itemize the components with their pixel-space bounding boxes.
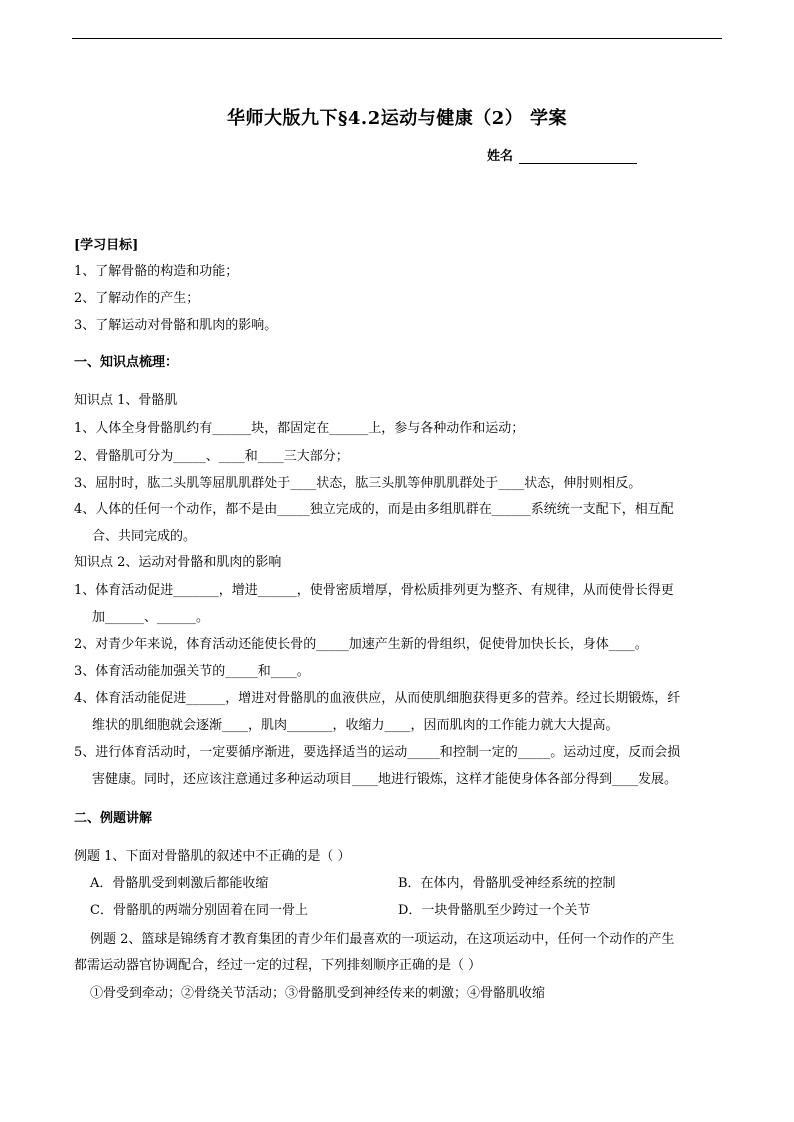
kp1-item: 1、人体全身骨骼肌约有______块，都固定在______上，参与各种动作和运动； — [74, 421, 525, 436]
example1-question: 例题 1、下面对骨骼肌的叙述中不正确的是（ ） — [74, 849, 351, 864]
kp1-item: 2、骨骼肌可分为_____、____和____三大部分； — [74, 449, 349, 464]
kp2-item-cont: 维状的肌细胞就会逐渐____，肌肉_______，收缩力____，因而肌肉的工作能力就大大提高。 — [92, 718, 619, 733]
example1-option-b: B．在体内，骨骼肌受神经系统的控制 — [398, 876, 616, 891]
section2-heading: 二、例题讲解 — [74, 811, 153, 826]
name-blank-line — [519, 149, 637, 164]
example1-option-c: C．骨骼肌的两端分别固着在同一骨上 — [90, 903, 308, 918]
example2-question-line2: 都需运动器官协调配合，经过一定的过程，下列排刻顺序正确的是（ ） — [74, 958, 482, 973]
goal-item: 2、了解动作的产生； — [74, 291, 200, 306]
kp1-item: 3、屈肘时，肱二头肌等屈肌肌群处于____状态，肱三头肌等伸肌肌群处于____状态，伸肘则相反。 — [74, 476, 642, 491]
kp2-title: 知识点 2、运动对骨骼和肌肉的影响 — [74, 555, 282, 570]
kp2-item-cont: 加______、______。 — [92, 610, 210, 625]
example2-items: ①骨受到牵动；②骨绕关节活动；③骨骼肌受到神经传来的刺激；④骨骼肌收缩 — [90, 986, 546, 1001]
goals-heading: [学习目标] — [74, 238, 139, 253]
example1-option-d: D．一块骨骼肌至少跨过一个关节 — [398, 903, 591, 918]
goal-item: 1、了解骨骼的构造和功能； — [74, 264, 239, 279]
goal-item: 3、了解运动对骨骼和肌肉的影响。 — [74, 318, 278, 333]
page-title: 华师大版九下§4.2运动与健康（2） 学案 — [226, 108, 568, 129]
example2-question-line1: 例题 2、篮球是锦绣育才教育集团的青少年们最喜欢的一项运动，在这项运动中，任何一个动作的产生 — [90, 932, 675, 947]
kp2-item: 2、对青少年来说，体育活动还能使长骨的_____加速产生新的骨组织，促使骨加快长长，身体____。 — [74, 637, 648, 652]
kp2-item: 5、进行体育活动时，一定要循序渐进，要选择适当的运动_____和控制一定的_____。运动过度，反而会损 — [74, 745, 681, 760]
example1-option-a: A．骨骼肌受到刺激后都能收缩 — [90, 876, 269, 891]
kp2-item: 4、体育活动能促进______，增进对骨骼肌的血液供应，从而使肌细胞获得更多的营养。经过长期锻炼，纤 — [74, 691, 681, 706]
kp2-item: 1、体育活动促进_______，增进______，使骨密质增厚，骨松质排列更为整齐、有规律，从而使骨长得更 — [74, 583, 674, 598]
name-field — [487, 145, 637, 164]
kp1-item-cont: 合、共同完成的。 — [92, 529, 197, 544]
top-rule — [72, 38, 722, 39]
kp1-title: 知识点 1、骨骼肌 — [74, 393, 178, 408]
kp1-item: 4、人体的任何一个动作，都不是由_____独立完成的，而是由多组肌群在______系统统一支配下，相互配 — [74, 502, 674, 517]
kp2-item-cont: 害健康。同时，还应该注意通过多种运动项目____地进行锻炼，这样才能使身体各部分得到____发展。 — [92, 772, 678, 787]
section1-heading: 一、知识点梳理： — [74, 355, 179, 370]
kp2-item: 3、体育活动能加强关节的_____和____。 — [74, 664, 310, 679]
name-label: 姓名 — [487, 149, 514, 164]
